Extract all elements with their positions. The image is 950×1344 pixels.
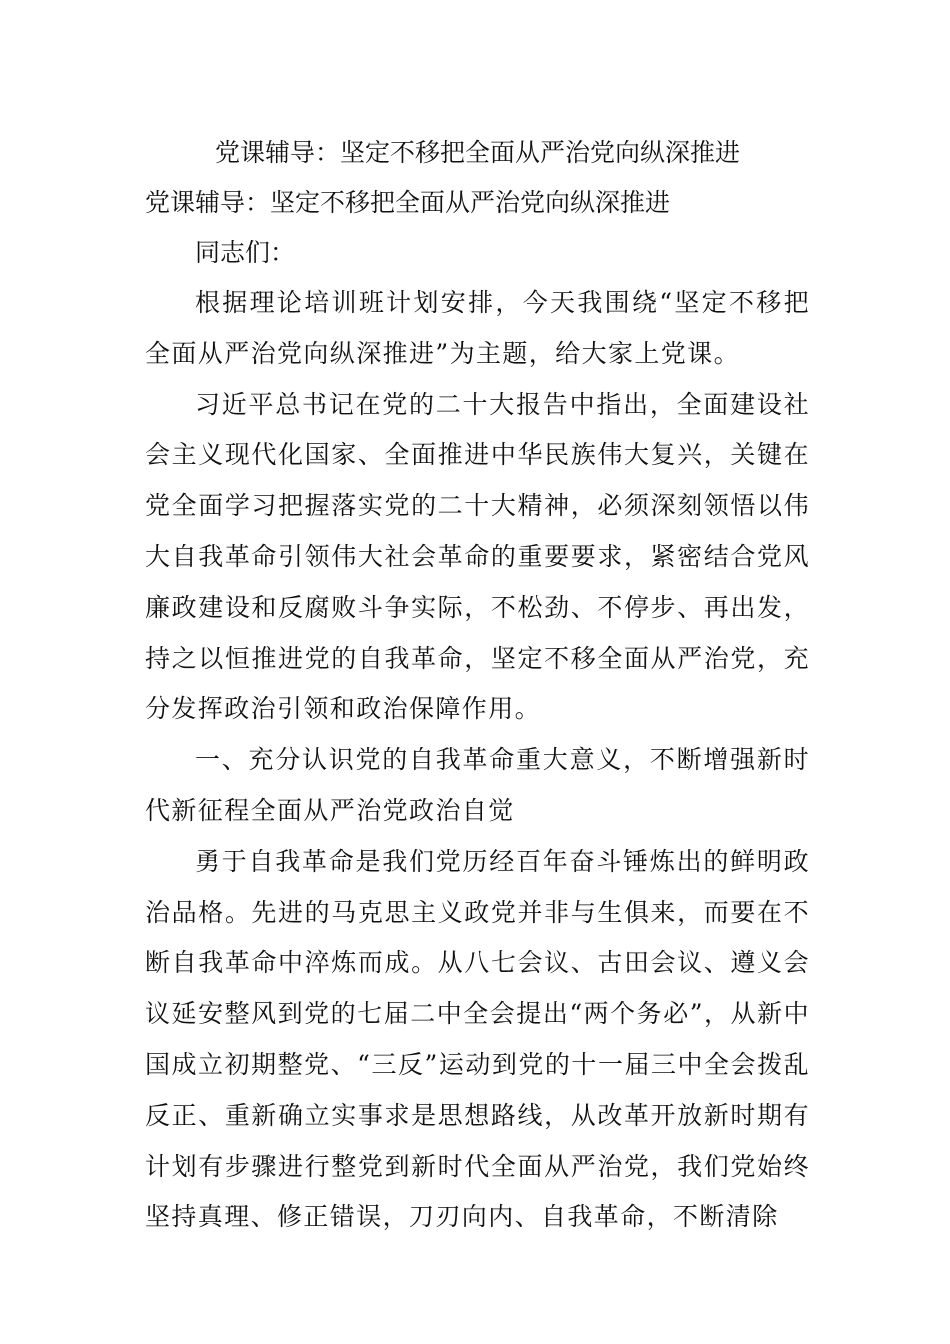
paragraph-intro: 根据理论培训班计划安排，今天我围绕“坚定不移把全面从严治党向纵深推进”为主题，给大家上党课。 (145, 288, 810, 368)
section-heading-1: 一、充分认识党的自我革命重大意义，不断增强新时代新征程全面从严治党政治自觉 (145, 745, 810, 825)
document-body (145, 128, 810, 1243)
greeting: 同志们： (195, 238, 296, 267)
paragraph-self-revolution: 勇于自我革命是我们党历经百年奋斗锤炼出的鲜明政治品格。先进的马克思主义政党并非与生俱来，而要在不断自我革命中淬炼而成。从八七会议、古田会议、遵义会议延安整风到党的七届二中全会提出“两个务必”，从新中国成立初期整党、“三反”运动到党的十一届三中全会拨乱反正、重新确立实事求是思想路线，从改革开放新时期有计划有步骤进行整党到新时代全面从严治党，我们党始终坚持真理、修正错误，刀刃向内、自我革命，不断清除 (145, 846, 810, 1232)
document-subtitle: 党课辅导：坚定不移把全面从严治党向纵深推进 (145, 188, 671, 217)
paragraph-report: 习近平总书记在党的二十大报告中指出，全面建设社会主义现代化国家、全面推进中华民族伟大复兴，关键在党全面学习把握落实党的二十大精神，必须深刻领悟以伟大自我革命引领伟大社会革命的重要要求，紧密结合党风廉政建设和反腐败斗争实际，不松劲、不停步、再出发，持之以恒推进党的自我革命，坚定不移全面从严治党，充分发挥政治引领和政治保障作用。 (145, 389, 810, 724)
document-title: 党课辅导：坚定不移把全面从严治党向纵深推进 (214, 138, 740, 167)
